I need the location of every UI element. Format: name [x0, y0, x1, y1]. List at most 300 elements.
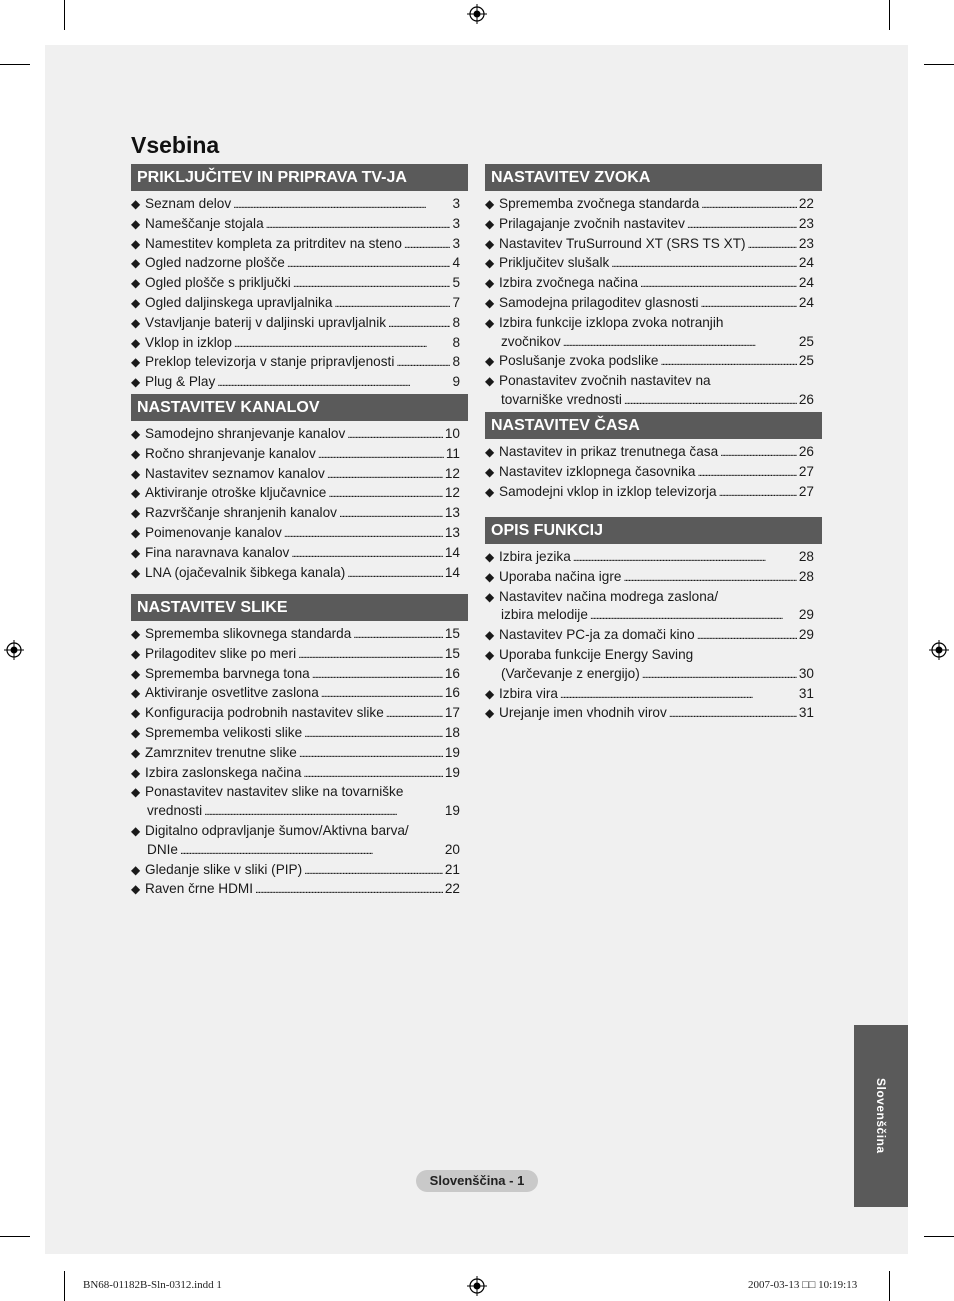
toc-entry-line	[131, 274, 468, 294]
toc-entry-title: Sprememba velikosti slike	[145, 724, 303, 740]
toc-entry-line	[131, 445, 468, 465]
diamond-bullet-icon: ◆	[131, 236, 141, 251]
toc-entry-title: Prilagajanje zvočnih nastavitev	[499, 215, 685, 231]
toc-page-number: 24	[798, 255, 814, 271]
dot-leader	[327, 465, 443, 485]
toc-entry-title: Seznam delov	[145, 196, 232, 211]
dot-leader	[642, 665, 797, 685]
toc-entry-line	[131, 645, 468, 665]
diamond-bullet-icon: ◆	[131, 256, 141, 271]
toc-entry-title: DNIe	[147, 841, 178, 857]
dot-leader	[660, 352, 796, 372]
dot-leader	[687, 215, 797, 235]
dot-leader	[719, 483, 797, 503]
language-side-tab-label: Slovenščina	[874, 1078, 888, 1154]
toc-entry-title: Plug & Play	[145, 374, 216, 390]
toc-page-number: 19	[444, 744, 460, 760]
toc-entry	[485, 274, 822, 294]
toc-page-number: 4	[452, 255, 460, 271]
toc-entry-title: tovarniške vrednosti	[501, 391, 622, 407]
toc-page-number: 19	[444, 803, 460, 819]
diamond-bullet-icon: ◆	[131, 646, 141, 661]
crop-mark	[64, 1271, 65, 1301]
toc-entry	[485, 314, 822, 353]
toc-entry	[131, 353, 468, 373]
dot-leader	[312, 665, 443, 685]
dot-leader	[347, 564, 443, 584]
toc-page-number: 29	[798, 627, 814, 643]
toc-page-number: 18	[444, 724, 460, 740]
toc-entry	[485, 294, 822, 314]
toc-entry-title: Nastavitev seznamov kanalov	[145, 465, 325, 481]
toc-entry	[485, 372, 822, 411]
toc-entry-title: Izbira zaslonskega načina	[145, 764, 302, 780]
toc-entry-title: Izbira jezika	[499, 549, 571, 564]
toc-entry	[485, 215, 822, 235]
diamond-bullet-icon: ◆	[485, 295, 495, 310]
dot-leader	[299, 744, 443, 764]
entry-list	[485, 195, 822, 411]
toc-page-number: 8	[452, 314, 460, 330]
toc-page-number: 31	[798, 685, 814, 701]
dot-leader	[339, 504, 443, 524]
diamond-bullet-icon: ◆	[485, 464, 495, 479]
dot-leader	[388, 314, 450, 334]
toc-entry	[131, 215, 468, 235]
crop-mark	[0, 1236, 30, 1237]
toc-entry	[485, 463, 822, 483]
diamond-bullet-icon: ◆	[131, 315, 141, 330]
toc-entry-line	[485, 646, 822, 665]
toc-page-number: 23	[798, 215, 814, 231]
toc-page-number: 22	[798, 196, 814, 211]
toc-entry-line	[131, 802, 468, 822]
dot-leader	[255, 880, 443, 900]
toc-page-number: 21	[444, 861, 460, 877]
toc-entry	[131, 314, 468, 334]
toc-entry-line	[131, 861, 468, 881]
diamond-bullet-icon: ◆	[131, 882, 141, 897]
section-heading: NASTAVITEV ČASA	[485, 412, 822, 439]
toc-entry-line	[131, 822, 468, 841]
dot-leader	[328, 484, 443, 504]
toc-entry-title: zvočnikov	[501, 333, 561, 349]
diamond-bullet-icon: ◆	[131, 706, 141, 721]
toc-entry	[485, 352, 822, 372]
diamond-bullet-icon: ◆	[485, 354, 495, 369]
diamond-bullet-icon: ◆	[131, 276, 141, 291]
registration-mark-icon	[929, 640, 949, 660]
slug-date-time: 2007-03-13 □□ 10:19:13	[748, 1279, 858, 1291]
toc-entry-line	[485, 588, 822, 607]
diamond-bullet-icon: ◆	[131, 565, 141, 580]
dot-leader	[697, 463, 796, 483]
dot-leader	[748, 235, 797, 255]
crop-mark	[0, 64, 30, 65]
toc-entry-title: (Varčevanje z energijo)	[501, 665, 640, 681]
dot-leader	[563, 333, 797, 353]
toc-entry-title: Zamrznitev trenutne slike	[145, 744, 297, 760]
toc-entry	[131, 195, 468, 215]
toc-entry-title: Izbira vira	[499, 685, 558, 701]
dot-leader	[204, 802, 443, 822]
diamond-bullet-icon: ◆	[485, 197, 495, 211]
toc-entry-line	[131, 544, 468, 564]
dot-leader	[291, 544, 443, 564]
toc-section	[485, 164, 822, 411]
diamond-bullet-icon: ◆	[485, 647, 495, 662]
toc-page-number: 9	[452, 374, 460, 390]
toc-entry-title: Konfiguracija podrobnih nastavitev slike	[145, 705, 384, 721]
diamond-bullet-icon: ◆	[131, 216, 141, 231]
toc-entry-line	[485, 195, 822, 215]
toc-section	[131, 594, 468, 900]
diamond-bullet-icon: ◆	[131, 627, 141, 641]
diamond-bullet-icon: ◆	[131, 486, 141, 501]
diamond-bullet-icon: ◆	[131, 666, 141, 681]
toc-entry	[485, 254, 822, 274]
toc-entry	[485, 588, 822, 627]
toc-entry-line	[131, 783, 468, 802]
toc-entry	[131, 684, 468, 704]
entry-list	[485, 548, 822, 724]
dot-leader	[697, 626, 797, 646]
dot-leader	[701, 195, 797, 215]
toc-entry	[131, 783, 468, 822]
diamond-bullet-icon: ◆	[131, 506, 141, 521]
toc-page-number: 8	[452, 354, 460, 370]
toc-page-number: 3	[452, 196, 460, 211]
dot-leader	[266, 215, 451, 235]
toc-entry-title: Uporaba funkcije Energy Saving	[499, 646, 694, 662]
toc-page-number: 28	[798, 568, 814, 584]
diamond-bullet-icon: ◆	[131, 765, 141, 780]
toc-entry-title: Samodejna prilagoditev glasnosti	[499, 294, 699, 310]
diamond-bullet-icon: ◆	[485, 276, 495, 291]
toc-entry-line	[131, 235, 468, 255]
diamond-bullet-icon: ◆	[485, 628, 495, 643]
toc-entry-line	[131, 314, 468, 334]
toc-entry	[485, 235, 822, 255]
toc-entry-line	[485, 626, 822, 646]
toc-entry-title: Ogled nadzorne plošče	[145, 255, 285, 271]
diamond-bullet-icon: ◆	[131, 545, 141, 560]
toc-entry-title: Nastavitev izklopnega časovnika	[499, 463, 696, 479]
dot-leader	[624, 391, 797, 411]
toc-column-left	[131, 164, 468, 897]
dot-leader	[669, 704, 797, 724]
toc-entry-line	[485, 443, 822, 463]
toc-page-number: 8	[452, 334, 460, 350]
entry-list	[131, 625, 468, 900]
toc-entry-line	[485, 685, 822, 705]
toc-entry	[485, 685, 822, 705]
toc-entry	[485, 443, 822, 463]
toc-entry-title: izbira melodije	[501, 607, 588, 623]
toc-page-number: 26	[798, 391, 814, 407]
toc-entry	[131, 665, 468, 685]
diamond-bullet-icon: ◆	[131, 466, 141, 481]
toc-entry-line	[131, 665, 468, 685]
toc-entry-line	[131, 625, 468, 645]
toc-entry-title: Vklop in izklop	[145, 334, 232, 350]
toc-page-number: 13	[444, 524, 460, 540]
toc-column-right	[485, 164, 822, 721]
toc-entry-title: Prilagoditev slike po meri	[145, 645, 297, 661]
dot-leader	[347, 425, 443, 445]
diamond-bullet-icon: ◆	[485, 686, 495, 701]
diamond-bullet-icon: ◆	[485, 236, 495, 251]
toc-entry	[131, 294, 468, 314]
dot-leader	[298, 645, 443, 665]
diamond-bullet-icon: ◆	[485, 484, 495, 499]
toc-page-number: 24	[798, 275, 814, 291]
toc-entry-title: LNA (ojačevalnik šibkega kanala)	[145, 564, 346, 580]
toc-entry-line	[485, 704, 822, 724]
dot-leader	[353, 625, 443, 645]
toc-page-number: 25	[798, 333, 814, 349]
toc-entry-line	[485, 372, 822, 391]
toc-page-number: 14	[444, 564, 460, 580]
toc-page-number: 26	[798, 444, 814, 459]
toc-page-number: 27	[798, 483, 814, 499]
toc-page-number: 7	[452, 294, 460, 310]
toc-entry-line	[485, 215, 822, 235]
language-side-tab	[854, 1025, 908, 1207]
toc-entry	[131, 764, 468, 784]
diamond-bullet-icon: ◆	[131, 785, 141, 800]
dot-leader	[304, 861, 443, 881]
toc-entry-title: Aktiviranje osvetlitve zaslona	[145, 685, 319, 701]
toc-page-number: 11	[445, 445, 460, 461]
toc-entry-line	[131, 215, 468, 235]
toc-entry-title: Gledanje slike v sliki (PIP)	[145, 861, 303, 877]
crop-mark	[64, 0, 65, 30]
toc-entry-line	[131, 524, 468, 544]
toc-entry-title: Izbira funkcije izklopa zvoka notranjih	[499, 314, 724, 330]
toc-entry	[131, 564, 468, 584]
diamond-bullet-icon: ◆	[485, 216, 495, 231]
diamond-bullet-icon: ◆	[485, 706, 495, 721]
diamond-bullet-icon: ◆	[131, 862, 141, 877]
toc-section	[131, 394, 468, 583]
toc-page-number: 22	[444, 881, 460, 897]
toc-entry-line	[131, 425, 468, 445]
diamond-bullet-icon: ◆	[485, 374, 495, 389]
toc-page-number: 27	[798, 463, 814, 479]
toc-page-number: 15	[444, 626, 460, 641]
toc-entry-title: Samodejni vklop in izklop televizorja	[499, 483, 717, 499]
toc-page-number: 3	[452, 215, 460, 231]
toc-entry-title: Namestitev kompleta za pritrditev na steno	[145, 235, 402, 251]
toc-section	[131, 164, 468, 393]
toc-page-number: 19	[444, 764, 460, 780]
diamond-bullet-icon: ◆	[131, 745, 141, 760]
toc-entry	[131, 625, 468, 645]
toc-entry-line	[131, 353, 468, 373]
toc-entry-line	[485, 568, 822, 588]
toc-entry-title: Aktiviranje otroške ključavnice	[145, 485, 327, 501]
diamond-bullet-icon: ◆	[131, 725, 141, 740]
toc-entry-title: Samodejno shranjevanje kanalov	[145, 426, 346, 441]
registration-mark-icon	[467, 1276, 487, 1296]
dot-leader	[321, 684, 443, 704]
toc-entry-title: Fina naravnava kanalov	[145, 544, 290, 560]
toc-page-number: 14	[444, 544, 460, 560]
toc-page-number: 15	[444, 645, 460, 661]
diamond-bullet-icon: ◆	[131, 427, 141, 441]
toc-entry-title: Ponastavitev nastavitev slike na tovarniške	[145, 784, 404, 800]
dot-leader	[180, 841, 443, 861]
toc-page-number: 23	[798, 235, 814, 251]
toc-entry	[131, 445, 468, 465]
dot-leader	[334, 294, 450, 314]
toc-entry-title: Urejanje imen vhodnih virov	[499, 705, 667, 721]
toc-section	[485, 412, 822, 502]
toc-entry-title: Ogled daljinskega upravljalnika	[145, 294, 333, 310]
dot-leader	[560, 685, 797, 705]
toc-entry-title: vrednosti	[147, 803, 203, 819]
toc-entry	[131, 704, 468, 724]
toc-entry-title: Digitalno odpravljanje šumov/Aktivna barva/	[145, 822, 409, 838]
crop-mark	[889, 1271, 890, 1301]
section-heading: OPIS FUNKCIJ	[485, 517, 822, 544]
toc-entry-line	[485, 352, 822, 372]
toc-entry-line	[485, 314, 822, 333]
toc-entry-title: Preklop televizorja v stanje pripravljenosti	[145, 354, 395, 370]
diamond-bullet-icon: ◆	[485, 256, 495, 271]
toc-entry	[131, 645, 468, 665]
registration-mark-icon	[467, 4, 487, 24]
toc-entry-title: Ponastavitev zvočnih nastavitev na	[499, 373, 711, 389]
diamond-bullet-icon: ◆	[131, 295, 141, 310]
toc-entry-title: Poslušanje zvoka podslike	[499, 353, 659, 369]
toc-entry-line	[131, 294, 468, 314]
toc-page-number: 30	[798, 665, 814, 681]
toc-entry-line	[131, 704, 468, 724]
diamond-bullet-icon: ◆	[131, 335, 141, 350]
toc-entry-title: Izbira zvočnega načina	[499, 275, 639, 291]
toc-page-number: 12	[444, 485, 460, 501]
toc-entry-title: Poimenovanje kanalov	[145, 524, 282, 540]
dot-leader	[573, 548, 797, 568]
toc-page-number: 28	[798, 549, 814, 564]
diamond-bullet-icon: ◆	[131, 197, 141, 211]
toc-entry-title: Priključitev slušalk	[499, 255, 610, 271]
toc-entry-title: Nameščanje stojala	[145, 215, 264, 231]
toc-entry-title: Razvrščanje shranjenih kanalov	[145, 505, 337, 521]
dot-leader	[611, 254, 797, 274]
slug-file-name: BN68-01182B-Sln-0312.indd 1	[83, 1279, 222, 1291]
toc-entry-title: Nastavitev načina modrega zaslona/	[499, 588, 719, 604]
toc-page-number: 3	[452, 235, 460, 251]
dot-leader	[233, 195, 450, 215]
diamond-bullet-icon: ◆	[131, 525, 141, 540]
toc-entry-line	[131, 880, 468, 900]
crop-mark	[924, 1236, 954, 1237]
toc-entry-line	[131, 373, 468, 393]
dot-leader	[234, 334, 451, 354]
section-heading: PRIKLJUČITEV IN PRIPRAVA TV-JA	[131, 164, 468, 191]
toc-entry-line	[131, 764, 468, 784]
toc-entry-title: Ročno shranjevanje kanalov	[145, 445, 316, 461]
toc-entry-line	[131, 684, 468, 704]
diamond-bullet-icon: ◆	[131, 686, 141, 701]
toc-entry-line	[131, 334, 468, 354]
toc-entry	[131, 544, 468, 564]
diamond-bullet-icon: ◆	[131, 823, 141, 838]
diamond-bullet-icon: ◆	[485, 445, 495, 459]
toc-entry-line	[131, 841, 468, 861]
diamond-bullet-icon: ◆	[485, 589, 495, 604]
toc-entry-line	[485, 274, 822, 294]
toc-entry-line	[131, 254, 468, 274]
toc-page-number: 16	[444, 685, 460, 701]
toc-page-number: 25	[798, 353, 814, 369]
toc-page-number: 5	[452, 275, 460, 291]
section-heading: NASTAVITEV SLIKE	[131, 594, 468, 621]
dot-leader	[396, 353, 450, 373]
toc-entry	[131, 465, 468, 485]
diamond-bullet-icon: ◆	[485, 550, 495, 564]
toc-entry	[131, 235, 468, 255]
dot-leader	[284, 524, 443, 544]
page-title: Vsebina	[131, 132, 220, 158]
toc-entry	[485, 568, 822, 588]
toc-entry-title: Sprememba slikovnega standarda	[145, 626, 352, 641]
toc-entry-title: Nastavitev in prikaz trenutnega časa	[499, 444, 719, 459]
entry-list	[485, 443, 822, 502]
toc-entry-title: Vstavljanje baterij v daljinski upravljalnik	[145, 314, 387, 330]
registration-mark-icon	[4, 640, 24, 660]
toc-page-number: 31	[798, 705, 814, 721]
toc-entry	[485, 626, 822, 646]
entry-list	[131, 195, 468, 393]
toc-entry	[131, 334, 468, 354]
toc-entry-line	[131, 564, 468, 584]
toc-entry-line	[485, 333, 822, 353]
toc-section	[485, 517, 822, 724]
toc-entry	[131, 373, 468, 393]
toc-page-number: 24	[798, 294, 814, 310]
diamond-bullet-icon: ◆	[485, 569, 495, 584]
toc-entry-title: Sprememba barvnega tona	[145, 665, 310, 681]
toc-entry-line	[485, 235, 822, 255]
dot-leader	[318, 445, 444, 465]
toc-entry-line	[131, 465, 468, 485]
toc-entry-line	[131, 484, 468, 504]
toc-entry	[485, 548, 822, 568]
toc-entry	[131, 724, 468, 744]
toc-page-number: 12	[444, 465, 460, 481]
toc-entry	[485, 483, 822, 503]
section-heading: NASTAVITEV KANALOV	[131, 394, 468, 421]
dot-leader	[701, 294, 797, 314]
entry-list	[131, 425, 468, 583]
diamond-bullet-icon: ◆	[485, 315, 495, 330]
toc-entry-line	[131, 504, 468, 524]
toc-page-number: 13	[444, 505, 460, 521]
page-number-label: Slovenščina - 1	[416, 1170, 538, 1192]
toc-entry	[485, 195, 822, 215]
toc-page-number: 10	[444, 426, 460, 441]
toc-entry-line	[485, 548, 822, 568]
crop-mark	[924, 64, 954, 65]
toc-page-number: 17	[444, 705, 460, 721]
dot-leader	[640, 274, 797, 294]
diamond-bullet-icon: ◆	[131, 375, 141, 390]
toc-entry-line	[131, 744, 468, 764]
